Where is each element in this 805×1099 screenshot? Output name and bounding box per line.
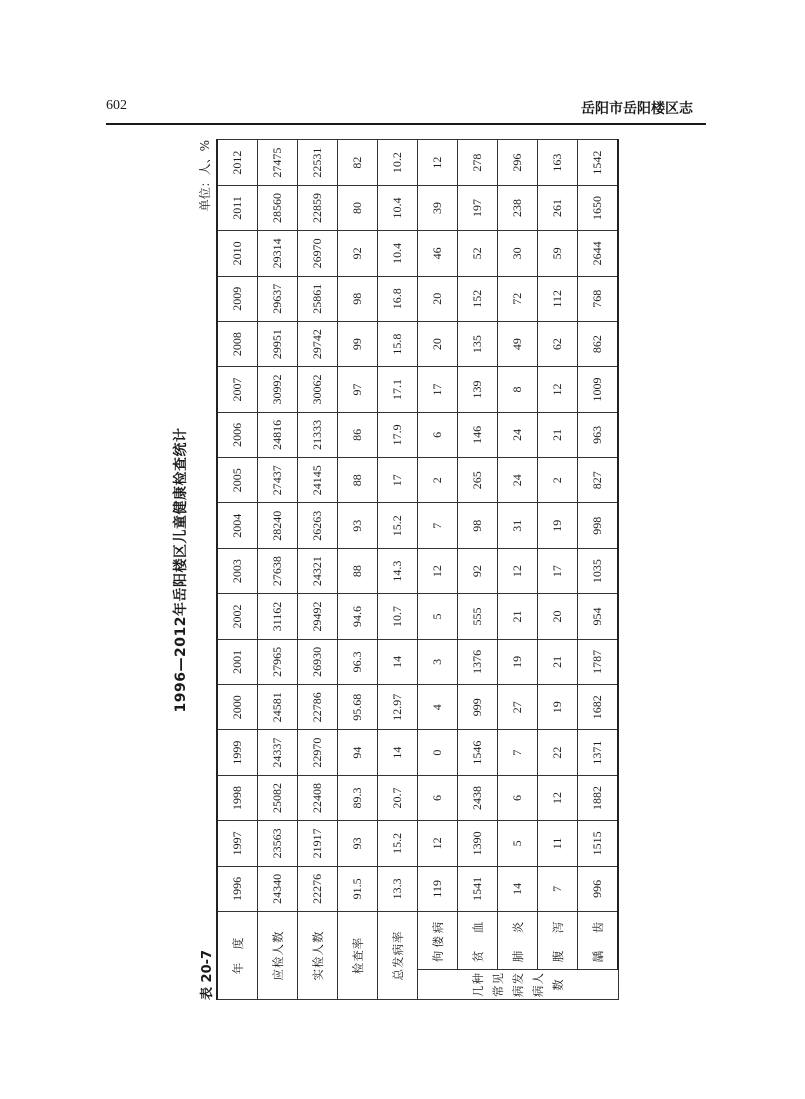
data-cell: 21 (498, 594, 538, 639)
year-cell: 1997 (217, 821, 258, 866)
data-cell: 26970 (298, 231, 338, 276)
sub-row-label: 肺 炎 (498, 912, 538, 970)
data-cell: 27475 (258, 140, 298, 185)
data-cell: 17 (378, 458, 418, 503)
year-cell: 2002 (217, 594, 258, 639)
table-row (418, 140, 458, 1000)
data-cell: 24145 (298, 458, 338, 503)
data-cell: 29951 (258, 321, 298, 366)
data-cell: 23563 (258, 821, 298, 866)
data-cell: 6 (498, 775, 538, 820)
data-cell: 555 (458, 594, 498, 639)
data-cell: 29314 (258, 231, 298, 276)
sub-row-label: 龋 齿 (578, 912, 619, 970)
data-cell: 3 (418, 639, 458, 684)
header-rule (106, 123, 706, 125)
data-cell: 1009 (578, 367, 619, 412)
data-cell: 22786 (298, 685, 338, 730)
data-cell: 10.4 (378, 185, 418, 230)
data-cell: 862 (578, 321, 619, 366)
book-title: 岳阳市岳阳楼区志 (581, 101, 693, 117)
data-cell: 21333 (298, 412, 338, 457)
data-cell: 91.5 (338, 866, 378, 911)
data-cell: 21 (538, 639, 578, 684)
year-cell: 2011 (217, 185, 258, 230)
year-cell: 1998 (217, 775, 258, 820)
data-cell: 24337 (258, 730, 298, 775)
data-cell: 86 (338, 412, 378, 457)
data-cell: 1541 (458, 866, 498, 911)
data-cell: 1376 (458, 639, 498, 684)
data-cell: 5 (418, 594, 458, 639)
table-unit: 单位：人、% (198, 140, 212, 212)
data-cell: 12.97 (378, 685, 418, 730)
data-cell: 39 (418, 185, 458, 230)
data-cell: 22859 (298, 185, 338, 230)
data-cell: 12 (538, 775, 578, 820)
data-cell: 12 (418, 140, 458, 185)
data-cell: 2 (418, 458, 458, 503)
data-cell: 24816 (258, 412, 298, 457)
data-cell: 5 (498, 821, 538, 866)
data-cell: 21 (538, 412, 578, 457)
data-cell: 2 (538, 458, 578, 503)
data-cell: 19 (538, 503, 578, 548)
data-cell: 238 (498, 185, 538, 230)
data-cell: 17 (418, 367, 458, 412)
data-cell: 19 (538, 685, 578, 730)
data-cell: 22531 (298, 140, 338, 185)
data-cell: 12 (498, 548, 538, 593)
year-cell: 2008 (217, 321, 258, 366)
data-cell: 261 (538, 185, 578, 230)
data-cell: 278 (458, 140, 498, 185)
data-cell: 1390 (458, 821, 498, 866)
data-cell: 29637 (258, 276, 298, 321)
data-cell: 22970 (298, 730, 338, 775)
data-cell: 28560 (258, 185, 298, 230)
year-cell: 2005 (217, 458, 258, 503)
year-cell: 2009 (217, 276, 258, 321)
data-cell: 92 (338, 231, 378, 276)
data-cell: 2438 (458, 775, 498, 820)
data-cell: 197 (458, 185, 498, 230)
data-cell: 22 (538, 730, 578, 775)
data-cell: 1542 (578, 140, 619, 185)
data-cell: 4 (418, 685, 458, 730)
data-cell: 72 (498, 276, 538, 321)
data-cell: 954 (578, 594, 619, 639)
data-cell: 963 (578, 412, 619, 457)
data-cell: 163 (538, 140, 578, 185)
data-cell: 1546 (458, 730, 498, 775)
data-cell: 31 (498, 503, 538, 548)
sub-row-label: 贫 血 (458, 912, 498, 970)
data-cell: 27 (498, 685, 538, 730)
table-row (298, 140, 338, 1000)
data-cell: 17.9 (378, 412, 418, 457)
rotated-table-block (170, 140, 630, 1000)
group-label: 几种常见病发病人数 (418, 970, 619, 1000)
year-cell: 1999 (217, 730, 258, 775)
data-cell: 49 (498, 321, 538, 366)
data-cell: 46 (418, 231, 458, 276)
data-cell: 1371 (578, 730, 619, 775)
data-cell: 20 (418, 321, 458, 366)
data-cell: 30992 (258, 367, 298, 412)
data-cell: 8 (498, 367, 538, 412)
data-cell: 80 (338, 185, 378, 230)
data-cell: 12 (418, 548, 458, 593)
year-cell: 2006 (217, 412, 258, 457)
data-cell: 29742 (298, 321, 338, 366)
year-cell: 2010 (217, 231, 258, 276)
data-cell: 768 (578, 276, 619, 321)
data-cell: 20.7 (378, 775, 418, 820)
data-cell: 135 (458, 321, 498, 366)
data-cell: 89.3 (338, 775, 378, 820)
data-cell: 17 (538, 548, 578, 593)
data-cell: 94.6 (338, 594, 378, 639)
data-cell: 88 (338, 458, 378, 503)
data-cell: 296 (498, 140, 538, 185)
data-cell: 20 (418, 276, 458, 321)
data-cell: 999 (458, 685, 498, 730)
year-cell: 2003 (217, 548, 258, 593)
data-cell: 1787 (578, 639, 619, 684)
row-label: 检查率 (338, 912, 378, 1000)
table-row (378, 140, 418, 1000)
table-row (338, 140, 378, 1000)
data-cell: 24321 (298, 548, 338, 593)
data-cell: 62 (538, 321, 578, 366)
year-cell: 2001 (217, 639, 258, 684)
data-cell: 20 (538, 594, 578, 639)
table-row (258, 140, 298, 1000)
data-cell: 29492 (298, 594, 338, 639)
data-cell: 14 (378, 639, 418, 684)
data-cell: 10.4 (378, 231, 418, 276)
data-cell: 998 (578, 503, 619, 548)
data-cell: 98 (338, 276, 378, 321)
data-cell: 7 (418, 503, 458, 548)
table-row (498, 140, 538, 1000)
data-cell: 97 (338, 367, 378, 412)
data-cell: 2644 (578, 231, 619, 276)
data-cell: 12 (538, 367, 578, 412)
data-cell: 7 (498, 730, 538, 775)
row-label: 应检人数 (258, 912, 298, 1000)
data-cell: 93 (338, 821, 378, 866)
data-cell: 1682 (578, 685, 619, 730)
data-cell: 6 (418, 412, 458, 457)
data-cell: 146 (458, 412, 498, 457)
data-cell: 17.1 (378, 367, 418, 412)
data-cell: 996 (578, 866, 619, 911)
data-cell: 25861 (298, 276, 338, 321)
table-header-row (217, 140, 258, 1000)
data-cell: 52 (458, 231, 498, 276)
data-cell: 88 (338, 548, 378, 593)
data-cell: 24 (498, 458, 538, 503)
data-cell: 93 (338, 503, 378, 548)
data-cell: 98 (458, 503, 498, 548)
data-cell: 27638 (258, 548, 298, 593)
data-cell: 27965 (258, 639, 298, 684)
data-cell: 26263 (298, 503, 338, 548)
data-cell: 27437 (258, 458, 298, 503)
data-cell: 1515 (578, 821, 619, 866)
data-cell: 59 (538, 231, 578, 276)
table-row (538, 140, 578, 1000)
data-cell: 82 (338, 140, 378, 185)
data-cell: 827 (578, 458, 619, 503)
year-cell: 1996 (217, 866, 258, 911)
data-cell: 24 (498, 412, 538, 457)
data-cell: 10.2 (378, 140, 418, 185)
sub-row-label: 腹 泻 (538, 912, 578, 970)
data-cell: 96.3 (338, 639, 378, 684)
data-cell: 24581 (258, 685, 298, 730)
data-cell: 1650 (578, 185, 619, 230)
data-cell: 14 (378, 730, 418, 775)
health-check-table (216, 139, 619, 1000)
data-cell: 16.8 (378, 276, 418, 321)
data-cell: 15.2 (378, 821, 418, 866)
data-cell: 24340 (258, 866, 298, 911)
row-label: 总发病率 (378, 912, 418, 1000)
table-row (578, 140, 619, 1000)
data-cell: 15.8 (378, 321, 418, 366)
year-cell: 2007 (217, 367, 258, 412)
data-cell: 0 (418, 730, 458, 775)
table-row (458, 140, 498, 1000)
data-cell: 1882 (578, 775, 619, 820)
data-cell: 22276 (298, 866, 338, 911)
data-cell: 15.2 (378, 503, 418, 548)
data-cell: 28240 (258, 503, 298, 548)
data-cell: 6 (418, 775, 458, 820)
data-cell: 14.3 (378, 548, 418, 593)
data-cell: 99 (338, 321, 378, 366)
data-cell: 265 (458, 458, 498, 503)
table-caption: 1996—2012年岳阳楼区儿童健康检查统计 (173, 427, 189, 713)
data-cell: 1035 (578, 548, 619, 593)
data-cell: 7 (538, 866, 578, 911)
data-cell: 152 (458, 276, 498, 321)
data-cell: 119 (418, 866, 458, 911)
page-number: 602 (106, 98, 127, 113)
data-cell: 92 (458, 548, 498, 593)
data-cell: 12 (418, 821, 458, 866)
data-cell: 30062 (298, 367, 338, 412)
data-cell: 13.3 (378, 866, 418, 911)
year-cell: 2000 (217, 685, 258, 730)
year-cell: 2012 (217, 140, 258, 185)
year-cell: 2004 (217, 503, 258, 548)
data-cell: 94 (338, 730, 378, 775)
year-header: 年 度 (217, 912, 258, 1000)
data-cell: 31162 (258, 594, 298, 639)
data-cell: 25082 (258, 775, 298, 820)
data-cell: 30 (498, 231, 538, 276)
table-number: 表 20-7 (200, 949, 215, 1000)
sub-row-label: 佝偻病 (418, 912, 458, 970)
data-cell: 10.7 (378, 594, 418, 639)
data-cell: 26930 (298, 639, 338, 684)
data-cell: 22408 (298, 775, 338, 820)
data-cell: 139 (458, 367, 498, 412)
data-cell: 21917 (298, 821, 338, 866)
data-cell: 14 (498, 866, 538, 911)
data-cell: 19 (498, 639, 538, 684)
data-cell: 95.68 (338, 685, 378, 730)
data-cell: 112 (538, 276, 578, 321)
row-label: 实检人数 (298, 912, 338, 1000)
data-cell: 11 (538, 821, 578, 866)
